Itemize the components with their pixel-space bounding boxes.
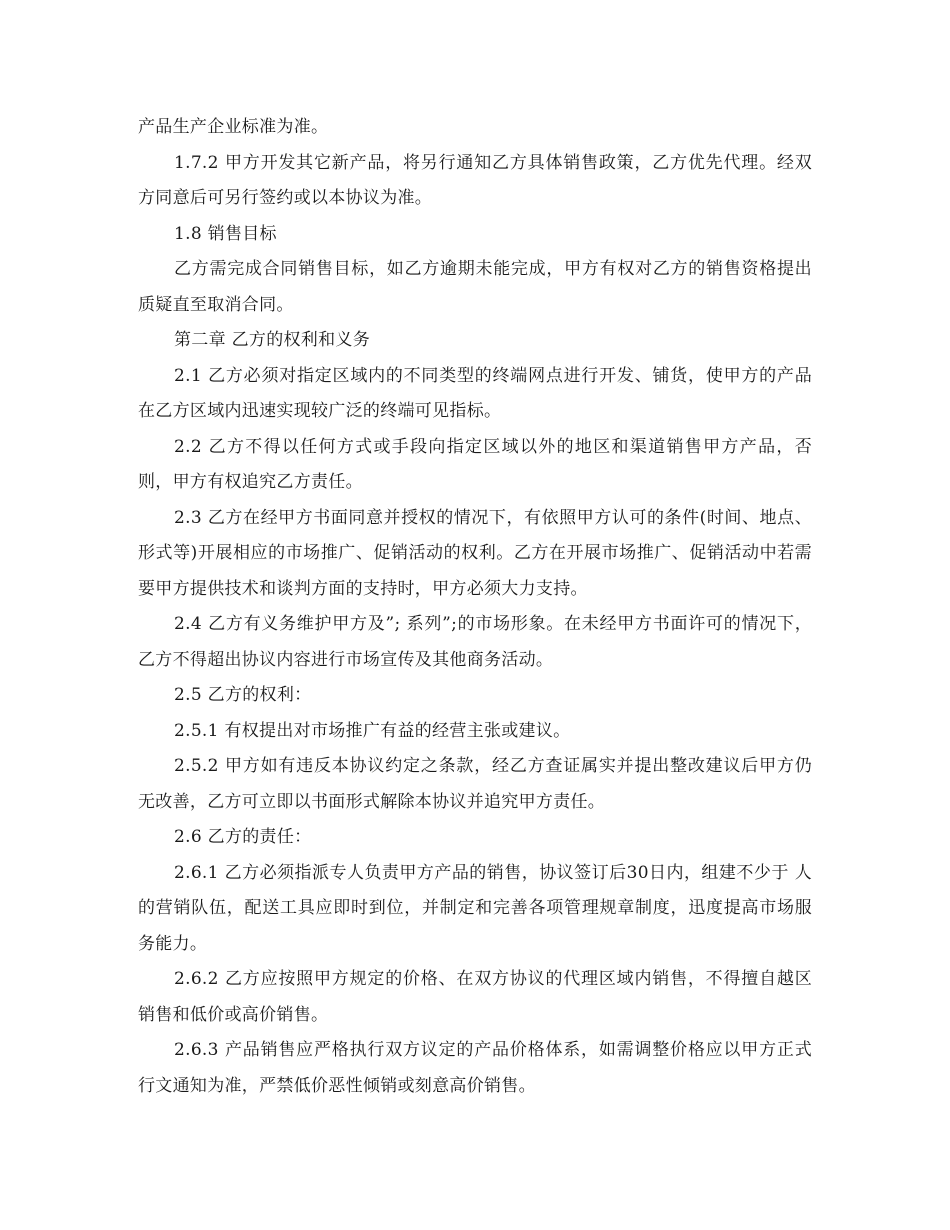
- clause-2-5-2: 2.5.2 甲方如有违反本协议约定之条款，经乙方查证属实并提出整改建议后甲方仍无改善，乙方可立即以书面形式解除本协议并追究甲方责任。: [138, 756, 812, 812]
- document-body: [138, 110, 812, 1104]
- clause-1-8-heading: 1.8 销售目标: [174, 223, 277, 244]
- chapter-2-heading: 第二章 乙方的权利和义务: [174, 330, 371, 350]
- clause-2-6-heading: 2.6 乙方的责任：: [174, 827, 312, 847]
- clause-1-7-2: 1.7.2 甲方开发其它新产品，将另行通知乙方具体销售政策，乙方优先代理。经双方同意后可另行签约或以本协议为准。: [138, 152, 812, 208]
- paragraph-continuation: 产品生产企业标准为准。: [138, 117, 329, 137]
- clause-1-8-body: 乙方需完成合同销售目标，如乙方逾期未能完成，甲方有权对乙方的销售资格提出质疑直至取消合同。: [138, 259, 812, 315]
- clause-2-6-2: 2.6.2 乙方应按照甲方规定的价格、在双方协议的代理区域内销售，不得擅自越区销售和低价或高价销售。: [138, 969, 812, 1025]
- clause-2-6-1: 2.6.1 乙方必须指派专人负责甲方产品的销售，协议签订后30日内，组建不少于 人的营销队伍，配送工具应即时到位，并制定和完善各项管理规章制度，迅度提高市场服务能力。: [138, 862, 812, 954]
- clause-2-2: 2.2 乙方不得以任何方式或手段向指定区域以外的地区和渠道销售甲方产品，否则，甲方有权追究乙方责任。: [138, 436, 812, 492]
- clause-2-6-3: 2.6.3 产品销售应严格执行双方议定的产品价格体系，如需调整价格应以甲方正式行文通知为准，严禁低价恶性倾销或刻意高价销售。: [138, 1040, 812, 1096]
- clause-2-1: 2.1 乙方必须对指定区域内的不同类型的终端网点进行开发、铺货，使甲方的产品在乙方区域内迅速实现较广泛的终端可见指标。: [138, 365, 812, 421]
- clause-2-5-heading: 2.5 乙方的权利：: [174, 685, 312, 705]
- clause-2-5-1: 2.5.1 有权提出对市场推广有益的经营主张或建议。: [174, 720, 571, 741]
- clause-2-3: 2.3 乙方在经甲方书面同意并授权的情况下，有依照甲方认可的条件(时间、地点、形式等)开展相应的市场推广、促销活动的权利。乙方在开展市场推广、促销活动中若需要甲方提供技术和谈判方面的支持时，甲方必须大力支持。: [138, 507, 812, 599]
- clause-2-4: 2.4 乙方有义务维护甲方及”; 系列”;的市场形象。在未经甲方书面许可的情况下，乙方不得超出协议内容进行市场宣传及其他商务活动。: [138, 614, 812, 670]
